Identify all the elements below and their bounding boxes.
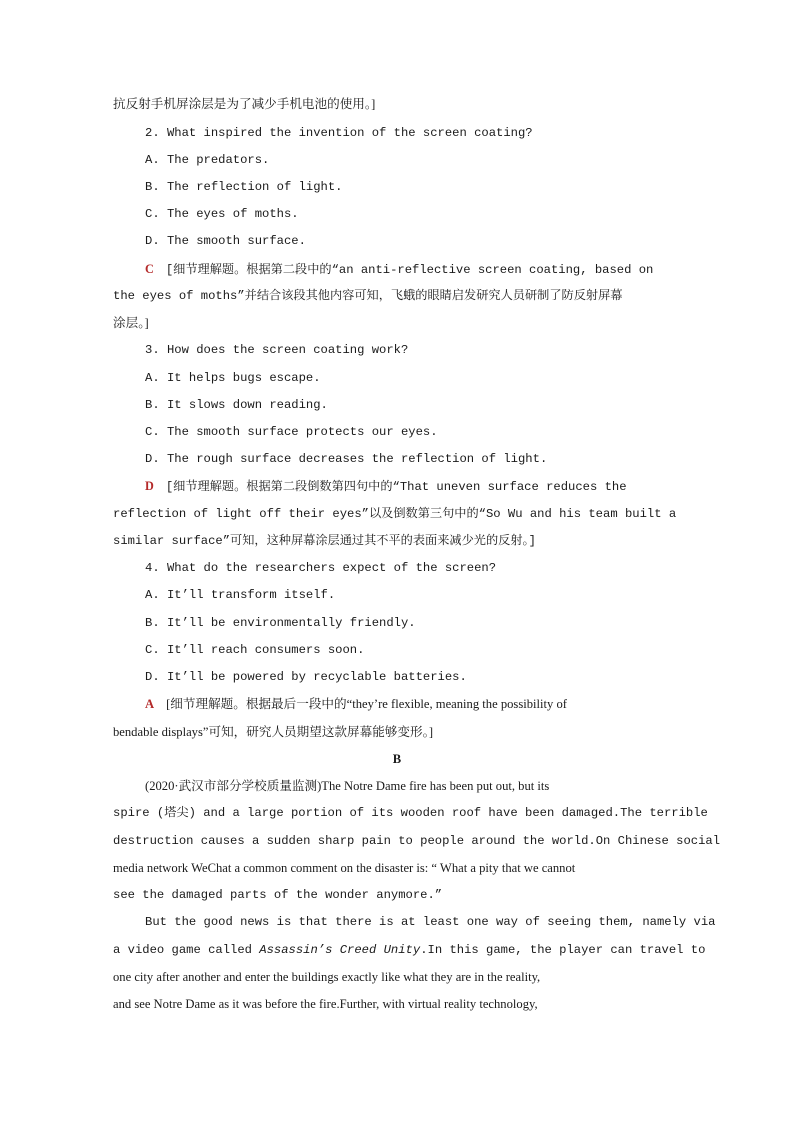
- explanation-line: D [细节理解题。根据第二段倒数第四句中的“That uneven surface reduces the: [145, 479, 627, 494]
- option-a: A. It’ll transform itself.: [145, 588, 336, 602]
- passage-line: (2020·武汉市部分学校质量监测)The Notre Dame fire has been put out, but its: [145, 779, 550, 793]
- passage-line: media network WeChat a common comment on the disaster is: “ What a pity that we cannot: [113, 861, 576, 875]
- answer-letter: D: [145, 479, 154, 493]
- passage-line: one city after another and enter the buildings exactly like what they are in the reality,: [113, 970, 541, 984]
- option-b: B. It slows down reading.: [145, 398, 328, 412]
- passage-line: see the damaged parts of the wonder anymore.”: [113, 888, 443, 902]
- answer-letter: C: [145, 262, 154, 276]
- option-c: C. It’ll reach consumers soon.: [145, 643, 365, 657]
- question-4: 4. What do the researchers expect of the screen?: [145, 561, 497, 575]
- option-d: D. It’ll be powered by recyclable batteries.: [145, 670, 467, 684]
- text-line: 抗反射手机屏涂层是为了减少手机电池的使用。]: [113, 97, 376, 111]
- passage-line: But the good news is that there is at least one way of seeing them, namely via: [145, 915, 716, 929]
- explanation-line: 涂层。]: [113, 316, 149, 330]
- explanation-line: C [细节理解题。根据第二段中的“an anti-reflective screen coating, based on: [145, 262, 654, 277]
- option-c: C. The eyes of moths.: [145, 207, 299, 221]
- section-heading: B: [392, 752, 402, 766]
- question-3: 3. How does the screen coating work?: [145, 343, 409, 357]
- explanation-line: A [细节理解题。根据最后一段中的“they’re flexible, meaning the possibility of: [145, 697, 567, 711]
- option-a: A. It helps bugs escape.: [145, 371, 321, 385]
- explanation-line: similar surface”可知，这种屏幕涂层通过其不平的表面来减少光的反射。]: [113, 534, 536, 548]
- option-d: D. The rough surface decreases the reflection of light.: [145, 452, 548, 466]
- game-title: Assassin’s Creed Unity: [259, 943, 421, 957]
- explanation-line: the eyes of moths”并结合该段其他内容可知，飞蛾的眼睛启发研究人员研制了防反射屏幕: [113, 289, 623, 303]
- option-c: C. The smooth surface protects our eyes.: [145, 425, 438, 439]
- passage-line: spire (塔尖) and a large portion of its wooden roof have been damaged.The terrible: [113, 806, 708, 820]
- option-b: B. The reflection of light.: [145, 180, 343, 194]
- option-d: D. The smooth surface.: [145, 234, 306, 248]
- question-2: 2. What inspired the invention of the screen coating?: [145, 126, 533, 140]
- explanation-line: reflection of light off their eyes”以及倒数第三句中的“So Wu and his team built a: [113, 507, 677, 521]
- answer-letter: A: [145, 697, 155, 711]
- passage-line: and see Notre Dame as it was before the fire.Further, with virtual reality technology,: [113, 997, 538, 1011]
- option-b: B. It’ll be environmentally friendly.: [145, 616, 416, 630]
- passage-line: a video game called Assassin’s Creed Unity.In this game, the player can travel to: [113, 943, 706, 957]
- explanation-line: bendable displays”可知，研究人员期望这款屏幕能够变形。]: [113, 725, 434, 739]
- option-a: A. The predators.: [145, 153, 270, 167]
- passage-line: destruction causes a sudden sharp pain to people around the world.On Chinese social: [113, 834, 721, 848]
